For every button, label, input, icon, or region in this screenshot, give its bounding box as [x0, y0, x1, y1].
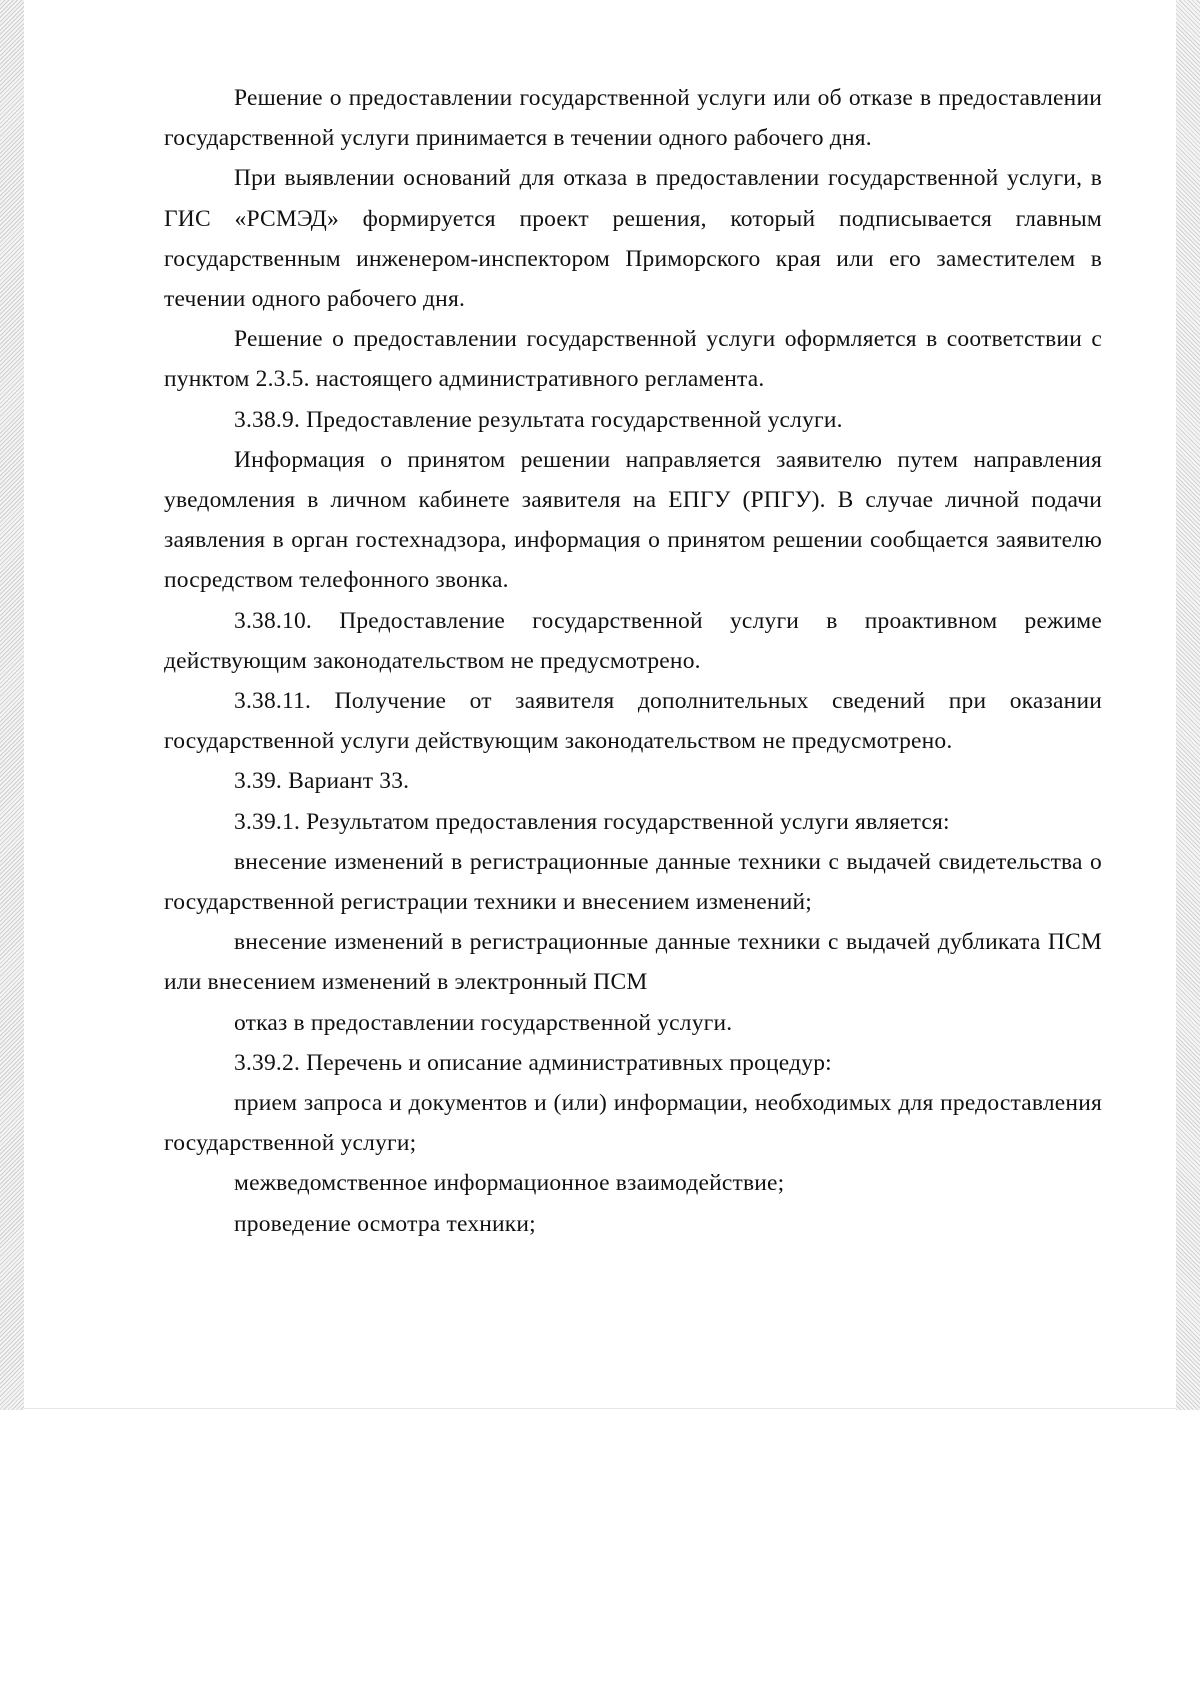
scan-edge-right: [1176, 0, 1200, 1410]
list-item-result-refusal: отказ в предоставлении государственной услуги.: [234, 1009, 733, 1036]
section-3-38-10: 3.38.10. Предоставление государственной услуги в проактивном режиме действующим законодательством не предусмотрено.: [164, 607, 1102, 674]
list-item-procedure-inspection: проведение осмотра техники;: [234, 1210, 536, 1237]
section-3-39-2: 3.39.2. Перечень и описание административных процедур:: [234, 1049, 832, 1076]
document-page: [164, 78, 1102, 1244]
list-item-result-duplicate: внесение изменений в регистрационные данные техники с выдачей дубликата ПСМ или внесением изменений в электронный ПСМ: [164, 929, 1102, 996]
section-3-38-9-heading: 3.38.9. Предоставление результата государственной услуги.: [234, 406, 843, 433]
paragraph-result-notification: Информация о принятом решении направляется заявителю путем направления уведомления в личном кабинете заявителя на ЕПГУ (РПГУ). В случае личной подачи заявления в орган гостехнадзора, информация о принятом решении сообщается заявителю посредством телефонного звонка.: [164, 446, 1102, 594]
list-item-result-certificate: внесение изменений в регистрационные данные техники с выдачей свидетельства о государственной регистрации техники и внесением изменений;: [164, 848, 1102, 916]
paragraph-decision-format: Решение о предоставлении государственной услуги оформляется в соответствии с пунктом 2.3.5. настоящего административного регламента.: [164, 326, 1102, 393]
list-item-procedure-intake: прием запроса и документов и (или) информации, необходимых для предоставления государственной услуги;: [164, 1090, 1102, 1157]
list-item-procedure-interagency: межведомственное информационное взаимодействие;: [234, 1170, 785, 1197]
paragraph-refusal-grounds: При выявлении оснований для отказа в предоставлении государственной услуги, в ГИС «РСМЭД» формируется проект решения, который подписывается главным государственным инженером-инспектором Приморского края или его заместителем в течении одного рабочего дня.: [164, 165, 1102, 313]
scan-edge-left: [0, 0, 24, 1410]
section-3-38-11: 3.38.11. Получение от заявителя дополнительных сведений при оказании государственной услуги действующим законодательством не предусмотрено.: [164, 688, 1102, 755]
paragraph-decision-deadline: Решение о предоставлении государственной услуги или об отказе в предоставлении государственной услуги принимается в течении одного рабочего дня.: [164, 85, 1102, 152]
section-3-39-1: 3.39.1. Результатом предоставления государственной услуги является:: [234, 808, 950, 835]
sheet-bottom-edge: [24, 1408, 1176, 1409]
section-3-39-heading: 3.39. Вариант 33.: [234, 768, 410, 795]
